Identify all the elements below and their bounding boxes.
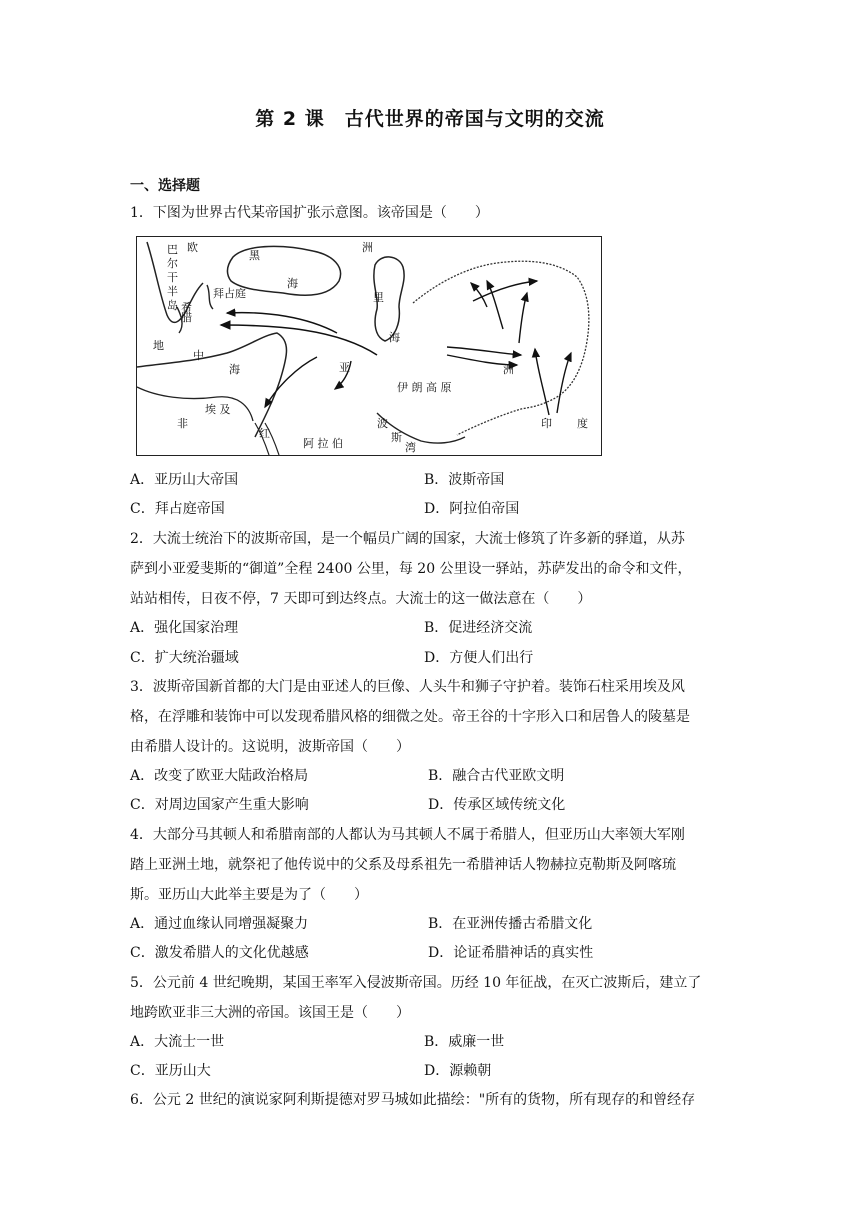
option-c[interactable]: C．亚历山大 <box>130 1063 211 1079</box>
question-3-options-row-1 <box>130 761 730 791</box>
question-4-options-row-2 <box>130 938 730 968</box>
question-line: 格，在浮雕和装饰中可以发现希腊风格的细微之处。帝王谷的十字形入口和居鲁人的陵墓是 <box>130 709 690 725</box>
map-label-balkan-4: 半 <box>167 285 178 298</box>
map-label-europe-zhou: 洲 <box>362 241 373 254</box>
arrow-east-1 <box>447 347 521 355</box>
option-c[interactable]: C．对周边国家产生重大影响 <box>130 797 309 813</box>
option-b[interactable]: B．波斯帝国 <box>424 472 505 488</box>
map-label-balkan-5: 岛 <box>167 299 178 312</box>
option-d[interactable]: D．论证希腊神话的真实性 <box>428 945 594 961</box>
question-1-options-row-1 <box>130 465 730 495</box>
option-b[interactable]: B．在亚洲传播古希腊文化 <box>428 916 593 932</box>
question-line: 6．公元 2 世纪的演说家阿利斯提德对罗马城如此描绘："所有的货物，所有现存的和曾经存 <box>130 1092 696 1108</box>
map-svg <box>137 237 601 455</box>
map-label-black-2: 海 <box>287 277 298 290</box>
arrow-india-2 <box>557 353 571 413</box>
map-label-med-hai: 海 <box>229 363 240 376</box>
question-3-stem <box>130 672 730 762</box>
question-line: 5．公元前 4 世纪晚期，某国王率军入侵波斯帝国。历经 10 年征战，在灭亡波斯后，建立了 <box>130 975 702 991</box>
map-label-africa: 非 <box>177 417 188 430</box>
map-label-red: 红 <box>259 427 270 440</box>
option-c[interactable]: C．激发希腊人的文化优越感 <box>130 945 309 961</box>
empire-expansion-map <box>136 236 602 456</box>
option-c[interactable]: C．拜占庭帝国 <box>130 501 225 517</box>
question-1-stem <box>130 198 730 228</box>
question-line: 3．波斯帝国新首都的大门是由亚述人的巨像、人头牛和狮子守护着。装饰石柱采用埃及风 <box>130 679 685 695</box>
africa-coast <box>137 387 253 421</box>
option-c[interactable]: C．扩大统治疆域 <box>130 650 239 666</box>
option-a[interactable]: A．亚历山大帝国 <box>130 472 239 488</box>
map-label-caspian-2: 海 <box>389 331 400 344</box>
question-2-options-row-2 <box>130 643 730 673</box>
map-label-persian-1: 波 <box>377 417 388 430</box>
option-d[interactable]: D．源赖朝 <box>424 1063 492 1079</box>
question-line: 地跨欧亚非三大洲的帝国。该国王是（ ） <box>130 1005 410 1021</box>
question-line: 2．大流士统治下的波斯帝国，是一个幅员广阔的国家，大流士修筑了许多新的驿道，从苏 <box>130 531 685 547</box>
option-a[interactable]: A．通过血缘认同增强凝聚力 <box>130 916 309 932</box>
map-label-egypt: 埃 及 <box>205 403 231 416</box>
map-label-caspian-1: 里 <box>373 291 384 304</box>
question-line: 踏上亚洲土地，就祭祀了他传说中的父系及母系祖先一希腊神话人物赫拉克勒斯及阿喀琉 <box>130 857 676 873</box>
option-b[interactable]: B．融合古代亚欧文明 <box>428 768 565 784</box>
question-4-stem <box>130 820 730 910</box>
map-label-greece-2: 腊 <box>181 311 192 324</box>
option-b[interactable]: B．威廉一世 <box>424 1034 505 1050</box>
map-label-asia-ya: 亚 <box>339 361 350 374</box>
option-d[interactable]: D．阿拉伯帝国 <box>424 501 520 517</box>
map-label-med-zhong: 中 <box>193 349 204 362</box>
map-label-byzantium: 拜占庭 <box>213 287 246 300</box>
map-label-europe-ou: 欧 <box>187 241 198 254</box>
question-1-options-row-2 <box>130 494 730 524</box>
map-label-arabia: 阿 拉 伯 <box>303 437 343 450</box>
question-line: 4．大部分马其顿人和希腊南部的人都认为马其顿人不属于希腊人，但亚历山大率领大军刚 <box>130 827 685 843</box>
option-a[interactable]: A．改变了欧亚大陆政治格局 <box>130 768 309 784</box>
map-label-black-1: 黑 <box>249 249 260 262</box>
map-label-india-yin: 印 <box>541 417 552 430</box>
map-label-balkan-3: 干 <box>167 271 178 284</box>
question-line: 站站相传，日夜不停，7 天即可到达终点。大流士的这一做法意在（ ） <box>130 591 592 607</box>
map-label-med-di: 地 <box>153 339 164 352</box>
question-5-options-row-1 <box>130 1027 730 1057</box>
arrow-west-upper <box>227 313 337 333</box>
question-line: 由希腊人设计的。这说明，波斯帝国（ ） <box>130 739 410 755</box>
section-heading: 一、选择题 <box>130 178 200 194</box>
arrow-west-main <box>221 325 377 355</box>
option-a[interactable]: A．大流士一世 <box>130 1034 225 1050</box>
question-2-stem <box>130 524 730 614</box>
option-a[interactable]: A．强化国家治理 <box>130 620 239 636</box>
map-label-balkan-1: 巴 <box>167 243 178 256</box>
question-line: 1．下图为世界古代某帝国扩张示意图。该帝国是（ ） <box>130 205 489 221</box>
map-label-greece-1: 希 <box>181 301 192 314</box>
arrow-north-2 <box>487 281 503 329</box>
arrow-north-3 <box>519 293 527 343</box>
page-title: 第 2 课 古代世界的帝国与文明的交流 <box>255 108 605 130</box>
map-label-persian-2: 斯 <box>391 431 402 444</box>
empire-border <box>413 261 589 435</box>
question-3-options-row-2 <box>130 790 730 820</box>
option-d[interactable]: D．方便人们出行 <box>424 650 534 666</box>
question-4-options-row-1 <box>130 909 730 939</box>
question-line: 斯。亚历山大此举主要是为了（ ） <box>130 887 368 903</box>
question-5-stem <box>130 968 730 1028</box>
question-5-options-row-2 <box>130 1056 730 1086</box>
map-label-asia-zhou: 洲 <box>503 363 514 376</box>
question-line: 萨到小亚爱斐斯的“御道”全程 2400 公里，每 20 公里设一驿站，苏萨发出的命令和文件， <box>130 561 692 577</box>
map-label-balkan-2: 尔 <box>167 257 178 270</box>
map-label-persian-3: 湾 <box>405 441 416 454</box>
map-label-india-du: 度 <box>577 417 588 430</box>
option-b[interactable]: B．促进经济交流 <box>424 620 533 636</box>
option-d[interactable]: D．传承区域传统文化 <box>428 797 566 813</box>
map-label-iran: 伊 朗 高 原 <box>397 381 452 394</box>
question-6-stem <box>130 1085 730 1115</box>
question-2-options-row-1 <box>130 613 730 643</box>
